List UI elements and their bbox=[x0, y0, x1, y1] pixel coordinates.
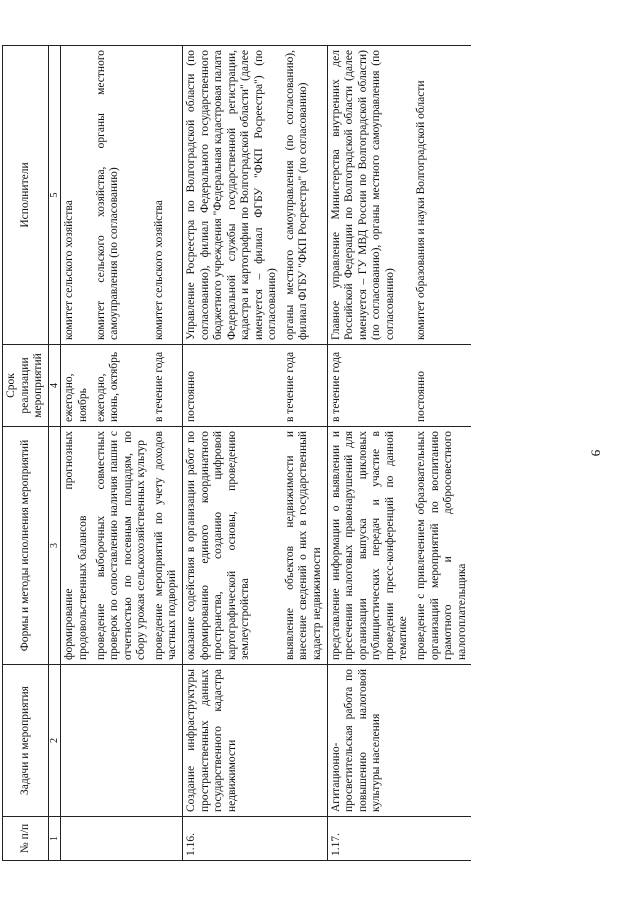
row-number bbox=[413, 817, 471, 861]
row-term: в течение года bbox=[151, 345, 183, 427]
column-number-row bbox=[48, 46, 61, 861]
row-number bbox=[93, 817, 151, 861]
row-form: представление информации о выявлении и пресечении налоговых правонарушений для организации выпуска цикловых публицистических передач и участие в проведении пресс-конференций по данной тематике bbox=[327, 427, 413, 665]
row-term: постоянно bbox=[413, 345, 471, 427]
row-form: выявление объектов недвижимости и внесение сведений о них в государственный кадастр недвижимости bbox=[282, 427, 327, 665]
row-executor: Управление Росреестра по Волгоградской области (по согласованию), филиал Федерального государственного бюджетного учреждения "Федеральная кадастровая палата Федеральной службы государственной регистрации, кадастра и картографии по Волгоградской области" (далее именуется – филиал ФГБУ "ФКП Росреестра") (по согласованию) bbox=[182, 46, 281, 345]
table-header-row bbox=[3, 46, 49, 861]
row-number bbox=[61, 817, 93, 861]
row-executor: Главное управление Министерства внутренних дел Российской Федерации по Волгоградской области (далее именуется – ГУ МВД России по Волгоградской области) (по согласованию), органы местного самоуправления (по согласованию) bbox=[327, 46, 413, 345]
header-tasks: Задачи и мероприятия bbox=[3, 665, 49, 817]
table-row bbox=[282, 46, 327, 861]
row-executor: комитет сельского хозяйства bbox=[151, 46, 183, 345]
header-executors: Исполнители bbox=[3, 46, 49, 345]
header-forms: Формы и методы исполнения мероприятий bbox=[3, 427, 49, 665]
row-task bbox=[413, 665, 471, 817]
table-row bbox=[182, 46, 281, 861]
table-row bbox=[93, 46, 151, 861]
row-form: формирование прогнозных продовольственных балансов bbox=[61, 427, 93, 665]
header-number: № п/п bbox=[3, 817, 49, 861]
row-number: 1.17. bbox=[327, 817, 413, 861]
row-executor: органы местного самоуправления (по согласованию), филиал ФГБУ "ФКП Росреестра" (по согласованию) bbox=[282, 46, 327, 345]
col-number: 1 bbox=[48, 817, 61, 861]
header-term: Срок реализации мероприятий bbox=[3, 345, 49, 427]
row-executor: комитет сельского хозяйства bbox=[61, 46, 93, 345]
table-row bbox=[61, 46, 93, 861]
measures-table bbox=[2, 45, 471, 861]
table-row bbox=[327, 46, 413, 861]
row-number: 1.16. bbox=[182, 817, 281, 861]
row-form: проведение с привлечением образовательных организаций мероприятий по воспитанию грамотного и добросовестного налогоплательщика bbox=[413, 427, 471, 665]
row-task bbox=[93, 665, 151, 817]
row-term: ежегодно, июнь, октябрь bbox=[93, 345, 151, 427]
row-executor: комитет образования и науки Волгоградской области bbox=[413, 46, 471, 345]
col-number: 3 bbox=[48, 427, 61, 665]
row-task bbox=[282, 665, 327, 817]
row-term: в течение года bbox=[327, 345, 413, 427]
row-task: Создание инфраструктуры пространственных данных государственного кадастра недвижимости bbox=[182, 665, 281, 817]
row-executor: комитет сельского хозяйства, органы местного самоуправления (по согласованию) bbox=[93, 46, 151, 345]
table-row bbox=[413, 46, 471, 861]
rotated-table-wrapper bbox=[2, 46, 522, 861]
row-task bbox=[151, 665, 183, 817]
col-number: 4 bbox=[48, 345, 61, 427]
table-row bbox=[151, 46, 183, 861]
row-form: проведение выборочных совместных проверок по сопоставлению наличия пашни с отчетностью по посевным площадям, по сбору урожая сельскохозяйственных культур bbox=[93, 427, 151, 665]
row-term: в течение года bbox=[282, 345, 327, 427]
row-form: проведение мероприятий по учету доходов частных подворий bbox=[151, 427, 183, 665]
row-number bbox=[282, 817, 327, 861]
row-task bbox=[61, 665, 93, 817]
page-number: 9 bbox=[588, 449, 604, 457]
col-number: 5 bbox=[48, 46, 61, 345]
row-task: Агитационно-просветительская работа по повышению налоговой культуры населения bbox=[327, 665, 413, 817]
col-number: 2 bbox=[48, 665, 61, 817]
row-term: постоянно bbox=[182, 345, 281, 427]
row-term: ежегодно, ноябрь bbox=[61, 345, 93, 427]
row-form: оказание содействия в организации работ по формированию единого координатного пространства, созданию цифровой картографической основы, проведению землеустройства bbox=[182, 427, 281, 665]
row-number bbox=[151, 817, 183, 861]
